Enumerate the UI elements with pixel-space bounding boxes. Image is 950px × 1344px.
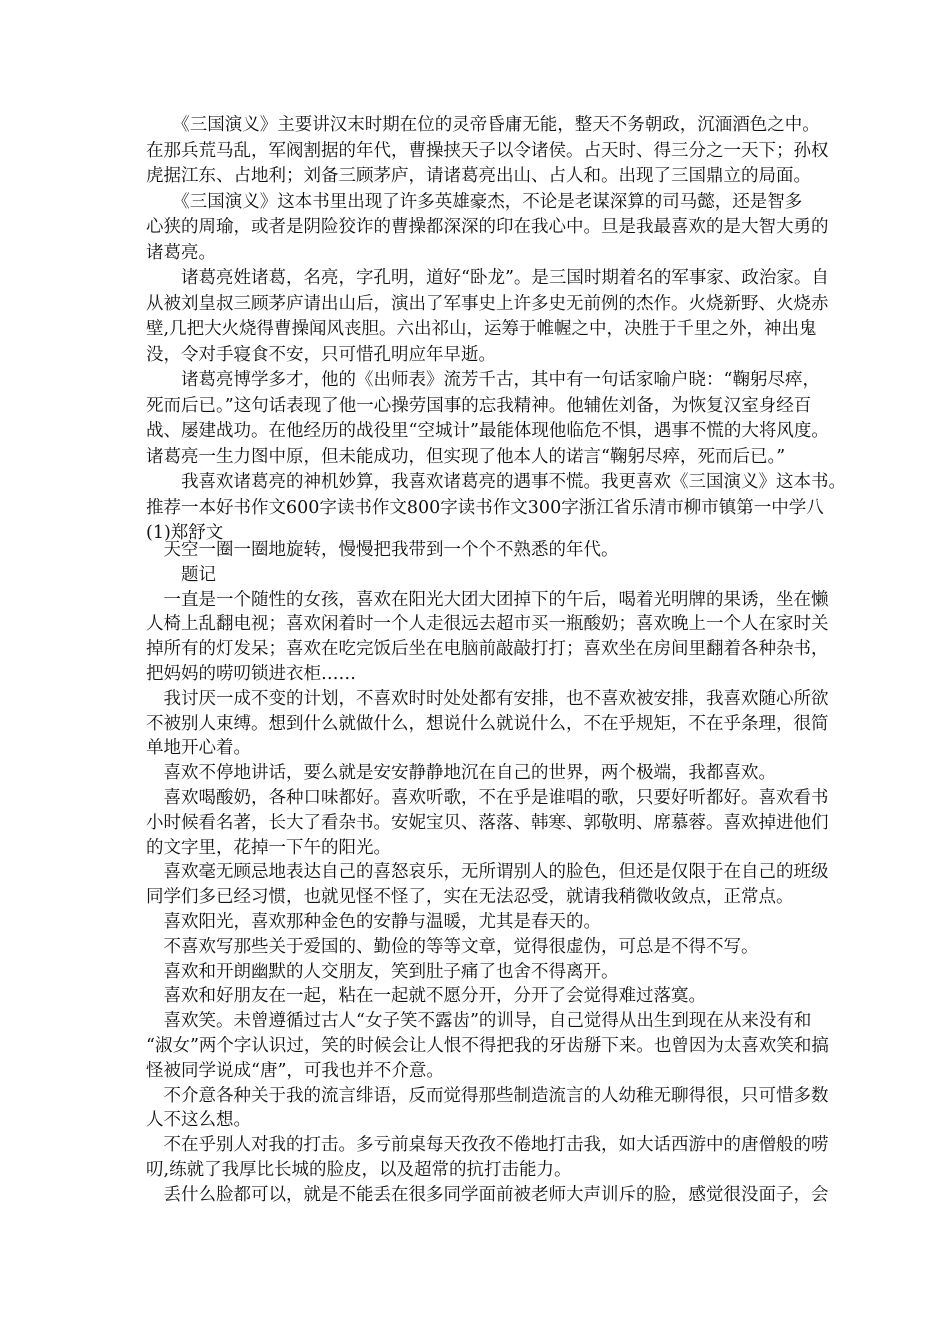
text-line: 人不这么想。	[146, 1110, 251, 1131]
text-line: 叨,练就了我厚比长城的脸皮，以及超常的抗打击能力。	[146, 1160, 572, 1180]
text-line: 同学们多已经习惯，也就见怪不怪了，实在无法忍受，就请我稍微收敛点，正常点。	[146, 887, 794, 908]
text-line: 诸葛亮。	[146, 242, 216, 263]
text-line: 从被刘皇叔三顾茅庐请出山后，演出了军事史上许多史无前例的杰作。火烧新野、火烧赤	[146, 293, 829, 314]
text-line: 诸葛亮博学多才，他的《出师表》流芳千古，其中有一句话家喻户晓：“鞠躬尽瘁，	[146, 370, 820, 390]
text-line: 战、屡建战功。在他经历的战役里“空城计”最能体现他临危不惧，遇事不慌的大将风度。	[146, 421, 829, 441]
text-line: 天空一圈一圈地旋转，慢慢把我带到一个个不熟悉的年代。	[146, 540, 619, 560]
text-line: 的文字里，花掉一下午的阳光。	[146, 837, 391, 858]
text-line: 我讨厌一成不变的计划，不喜欢时时处处都有安排，也不喜欢被安排，我喜欢随心所欲	[146, 688, 829, 709]
text-line: 题记	[146, 564, 216, 585]
text-line: 我喜欢诸葛亮的神机妙算，我喜欢诸葛亮的遇事不慌。我更喜欢《三国演义》这本书。	[146, 472, 846, 492]
text-line: 掉所有的灯发呆；喜欢在吃完饭后坐在电脑前敲敲打打；喜欢坐在房间里翻着各种杂书，	[146, 639, 829, 660]
text-line: 喜欢笑。未曾遵循过古人“女子笑不露齿”的训导，自己觉得从出生到现在从来没有和	[146, 1011, 812, 1032]
text-line: 不喜欢写那些关于爱国的、勤俭的等等文章，觉得很虚伪，可总是不得不写。	[146, 936, 759, 957]
text-line: 一直是一个随性的女孩，喜欢在阳光大团大团掉下的午后，喝着光明牌的果诱，坐在懒	[146, 589, 829, 610]
text-line: 死而后已。”这句话表现了他一心操劳国事的忘我精神。他辅佐刘备，为恢复汉室身经百	[146, 395, 812, 416]
text-line: 喜欢毫无顾忌地表达自己的喜怒哀乐，无所谓别人的脸色，但还是仅限于在自己的班级	[146, 862, 829, 883]
text-line: 喜欢和好朋友在一起，粘在一起就不愿分开，分开了会觉得难过落寞。	[146, 986, 706, 1007]
text-line: (1)郑舒文	[146, 523, 224, 543]
text-line: 不被别人束缚。想到什么就做什么，想说什么就说什么，不在乎规矩，不在乎条理，很简	[146, 713, 829, 734]
text-line: 把妈妈的唠叨锁进衣柜……	[146, 664, 356, 684]
text-line: “淑女”两个字认识过，笑的时候会让人恨不得把我的牙齿掰下来。也曾因为太喜欢笑和搞	[146, 1036, 829, 1056]
text-line: 单地开心着。	[146, 738, 251, 759]
text-line: 人椅上乱翻电视；喜欢闲着时一个人走很远去超市买一瓶酸奶；喜欢晚上一个人在家时关	[146, 614, 829, 635]
text-line: 小时候看名著，长大了看杂书。安妮宝贝、落落、韩寒、郭敬明、席慕蓉。喜欢掉进他们	[146, 812, 829, 833]
text-line: 丢什么脸都可以，就是不能丢在很多同学面前被老师大声训斥的脸，感觉很没面子，会	[146, 1184, 829, 1205]
text-line: 不在乎别人对我的打击。多亏前桌每天孜孜不倦地打击我，如大话西游中的唐僧般的唠	[146, 1135, 829, 1156]
text-line: 喜欢喝酸奶，各种口味都好。喜欢听歌，不在乎是谁唱的歌，只要好听都好。喜欢看书	[146, 788, 829, 808]
text-line: 没，令对手寝食不安，只可惜孔明应年早逝。	[146, 344, 496, 365]
text-line: 壁,几把大火烧得曹操闻风丧胆。六出祁山，运筹于帷幄之中，决胜于千里之外，神出鬼	[146, 319, 817, 339]
text-line: 喜欢和开朗幽默的人交朋友，笑到肚子痛了也舍不得离开。	[146, 961, 619, 982]
text-line: 心狭的周瑜，或者是阴险狡诈的曹操都深深的印在我心中。旦是我最喜欢的是大智大勇的	[146, 217, 829, 237]
text-line: 喜欢不停地讲话，要么就是安安静静地沉在自己的世界，两个极端，我都喜欢。	[146, 763, 776, 784]
text-line: 怪被同学说成“唐”，可我也并不介意。	[146, 1060, 444, 1081]
text-line: 不介意各种关于我的流言绯语，反而觉得那些制造流言的人幼稚无聊得很，只可惜多数	[146, 1085, 829, 1106]
text-line: 虎据江东、占地利；刘备三顾茅庐，请诸葛亮出山、占人和。出现了三国鼎立的局面。	[146, 166, 811, 186]
text-line: 诸葛亮一生力图中原，但未能成功，但实现了他本人的诺言“鞠躬尽瘁，死而后已。”	[146, 446, 786, 467]
text-line: 《三国演义》这本书里出现了许多英雄豪杰，不论是老谋深算的司马懿，还是智多	[146, 191, 803, 212]
text-line: 在那兵荒马乱，军阀割据的年代，曹操挟天子以令诸侯。占天时、得三分之一天下；孙权	[146, 140, 829, 161]
text-line: 喜欢阳光，喜欢那种金色的安静与温暖，尤其是春天的。	[146, 912, 601, 932]
text-line: 诸葛亮姓诸葛，名亮，字孔明，道好“卧龙”。是三国时期着名的军事家、政治家。自	[146, 268, 829, 288]
text-line: 《三国演义》主要讲汉末时期在位的灵帝昏庸无能，整天不务朝政，沉湎酒色之中。	[146, 115, 820, 135]
text-line: 推荐一本好书作文600字读书作文800字读书作文300字浙江省乐清市柳市镇第一中学八	[146, 497, 824, 518]
